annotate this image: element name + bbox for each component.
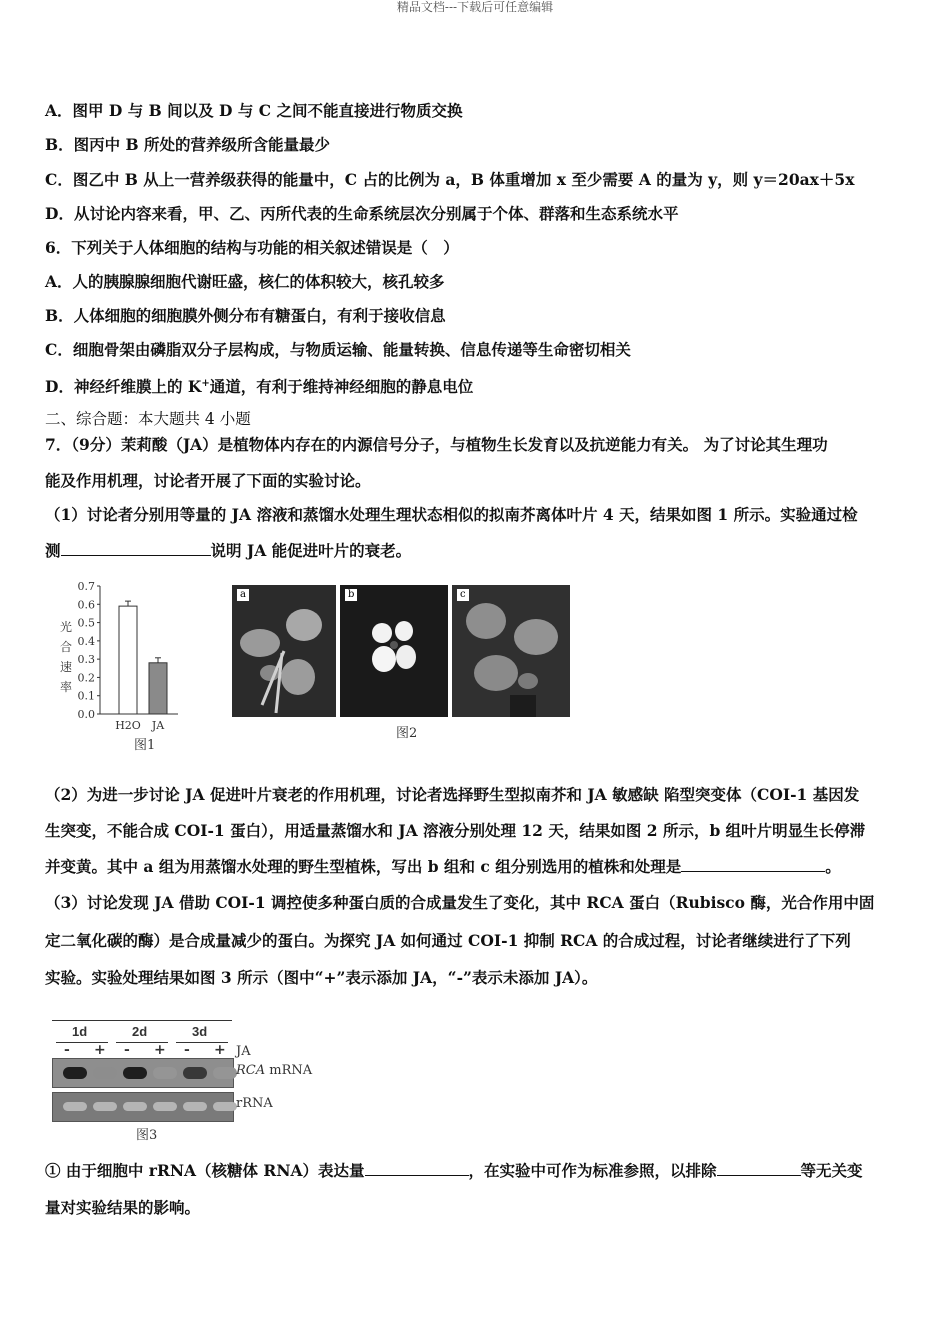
- q7-sub1-mid: ，在实验中可作为标准参照，以排除: [468, 1161, 717, 1180]
- y-label-char: 率: [60, 680, 73, 694]
- rca-mrna-label: [236, 1063, 312, 1078]
- q6-stem: 6．下列关于人体细胞的结构与功能的相关叙述错误是（ ）: [45, 238, 459, 257]
- y-tick-label: 0.7: [77, 580, 95, 593]
- treatment-sign: -: [124, 1042, 130, 1058]
- rrna-gel-lane: [52, 1092, 234, 1122]
- q7-part1-pre: 测: [45, 541, 61, 560]
- plant-a-image: [232, 585, 336, 717]
- answer-blank-1[interactable]: [61, 541, 211, 556]
- bar-ja: [149, 663, 167, 714]
- answer-blank-4[interactable]: [717, 1161, 801, 1176]
- treatment-sign: +: [94, 1042, 106, 1058]
- rca-band: [93, 1067, 117, 1079]
- treatment-sign: +: [154, 1042, 166, 1058]
- q7-part3-line1: （3）讨论发现 JA 借助 COI-1 调控使多种蛋白质的合成量发生了变化，其中 RCA 蛋白（Rubisco 酶，光合作用中固: [45, 893, 875, 912]
- q6-option-c: C．细胞骨架由磷脂双分子层构成，与物质运输、能量转换、信息传递等生命密切相关: [45, 340, 631, 359]
- photo-panel-c: [452, 585, 570, 717]
- panel-label-b: b: [345, 589, 357, 601]
- rca-gel-lane: [52, 1058, 234, 1088]
- q6-option-d-pre: D．神经纤维膜上的 K: [45, 377, 202, 397]
- plant-c-image: [452, 585, 570, 717]
- y-tick-label: 0.3: [77, 653, 95, 667]
- bar-series: [119, 601, 167, 714]
- y-tick-label: 0.5: [77, 616, 95, 630]
- rrna-label: rRNA: [236, 1096, 273, 1111]
- figure-1-caption: 图1: [134, 738, 156, 753]
- treatment-sign: -: [184, 1042, 190, 1058]
- figure-3-top-rule: [52, 1020, 232, 1021]
- rca-band: [63, 1067, 87, 1079]
- q5-option-c: C．图乙中 B 从上一营养级获得的能量中，C 占的比例为 a，B 体重增加 x 至少需要 A 的量为 y，则 y＝20ax＋5x: [45, 170, 855, 189]
- q7-part1-post: 说明 JA 能促进叶片的衰老。: [210, 541, 412, 560]
- q7-part2-pre: 并变黄。其中 a 组为用蒸馏水处理的野生型植株，写出 b 组和 c 组分别选用的植株和处理是: [45, 857, 682, 876]
- q6-option-a: A．人的胰腺腺细胞代谢旺盛，核仁的体积较大，核孔较多: [45, 272, 445, 291]
- rrna-band: [183, 1102, 207, 1111]
- x-tick-label: H2O: [115, 719, 141, 732]
- y-tick-label: 0.2: [77, 671, 95, 685]
- answer-blank-2[interactable]: [681, 857, 825, 872]
- q5-option-b: B．图丙中 B 所处的营养级所含能量最少: [45, 135, 330, 154]
- section-heading: 二、综合题：本大题共 4 小题: [45, 410, 251, 428]
- q5-option-a: A．图甲 D 与 B 间以及 D 与 C 之间不能直接进行物质交换: [45, 101, 463, 120]
- y-label-char: 光: [60, 620, 73, 634]
- treatment-sign: -: [64, 1042, 70, 1058]
- q7-part3-line2: 定二氧化碳的酶）是合成量减少的蛋白。为探究 JA 如何通过 COI-1 抑制 RCA 的合成过程，讨论者继续进行了下列: [45, 931, 851, 950]
- y-label-char: 速: [60, 660, 73, 674]
- ja-label: JA: [236, 1044, 251, 1059]
- y-tick-label: 0.1: [77, 689, 95, 703]
- rrna-band: [63, 1102, 87, 1111]
- plant-b-image: [340, 585, 448, 717]
- q7-sub1-pre: ① 由于细胞中 rRNA（核糖体 RNA）表达量: [45, 1161, 365, 1180]
- q7-part2-post: 。: [825, 857, 841, 876]
- rca-label-rest: mRNA: [265, 1063, 313, 1078]
- page-header: 精品文档---下载后可任意编辑: [396, 0, 554, 14]
- photo-panel-b: [340, 585, 448, 717]
- q7-part2-line2: 生突变，不能合成 COI-1 蛋白），用适量蒸馏水和 JA 溶液分别处理 12 天，结果如图 2 所示，b 组叶片明显生长停滞: [45, 821, 866, 840]
- figure-1-chart: [50, 576, 210, 752]
- day-label: 2d: [132, 1024, 148, 1039]
- day-label: 1d: [72, 1024, 88, 1039]
- rrna-band: [213, 1102, 237, 1111]
- y-tick-label: 0.4: [77, 634, 95, 648]
- q7-intro-line2: 能及作用机理，讨论者开展了下面的实验讨论。: [45, 471, 371, 490]
- figure-2-caption: 图2: [396, 726, 418, 741]
- q6-option-d-post: 通道，有利于维持神经细胞的静息电位: [209, 377, 474, 397]
- figure-1: [50, 576, 210, 752]
- q7-part1-line1: （1）讨论者分别用等量的 JA 溶液和蒸馏水处理生理状态相似的拟南芥离体叶片 4 天，结果如图 1 所示。实验通过检: [45, 505, 858, 524]
- q7-sub1-post: 等无关变: [800, 1161, 863, 1180]
- figure-2: [232, 585, 570, 745]
- rca-label-italic: RCA: [236, 1063, 266, 1078]
- figure-3-caption: 图3: [136, 1128, 158, 1143]
- x-axis-labels: [115, 719, 165, 732]
- y-axis-label: [60, 619, 72, 694]
- rca-band: [213, 1067, 237, 1079]
- q7-part3-line3: 实验。实验处理结果如图 3 所示（图中“+”表示添加 JA，“-”表示未添加 JA）。: [45, 968, 598, 987]
- rca-band: [153, 1067, 177, 1079]
- answer-blank-3[interactable]: [365, 1161, 469, 1176]
- q7-part1-line2: [45, 541, 411, 561]
- q6-option-b: B．人体细胞的细胞膜外侧分布有糖蛋白，有利于接收信息: [45, 306, 446, 325]
- q7-sub1-line1: [45, 1161, 863, 1181]
- k-superscript: +: [201, 378, 210, 389]
- y-tick-label: 0.0: [77, 708, 95, 721]
- y-tick-label: 0.6: [77, 598, 95, 612]
- q7-sub1-line2: 量对实验结果的影响。: [45, 1198, 201, 1217]
- rrna-band: [123, 1102, 147, 1111]
- treatment-sign: +: [214, 1042, 226, 1058]
- q7-part2-line3: [45, 857, 841, 877]
- q7-part2-line1: （2）为进一步讨论 JA 促进叶片衰老的作用机理，讨论者选择野生型拟南芥和 JA 敏感缺 陷型突变体（COI-1 基因发: [45, 785, 860, 804]
- bar-h2o: [119, 606, 137, 714]
- q6-option-d: [45, 374, 473, 397]
- y-label-char: 合: [60, 640, 73, 654]
- panel-label-a: a: [237, 589, 249, 601]
- q5-option-d: D．从讨论内容来看，甲、乙、丙所代表的生命系统层次分别属于个体、群落和生态系统水平: [45, 204, 679, 223]
- panel-label-c: c: [457, 589, 469, 601]
- q7-intro-line1: 7．（9分）茉莉酸（JA）是植物体内存在的内源信号分子，与植物生长发育以及抗逆能力有关。 为了讨论其生理功: [45, 435, 828, 454]
- day-label: 3d: [192, 1024, 208, 1039]
- rca-band: [123, 1067, 147, 1079]
- figure-3: [50, 1016, 320, 1144]
- photo-panel-a: [232, 585, 336, 717]
- rrna-band: [153, 1102, 177, 1111]
- x-tick-label: JA: [151, 719, 165, 732]
- rrna-band: [93, 1102, 117, 1111]
- rca-band: [183, 1067, 207, 1079]
